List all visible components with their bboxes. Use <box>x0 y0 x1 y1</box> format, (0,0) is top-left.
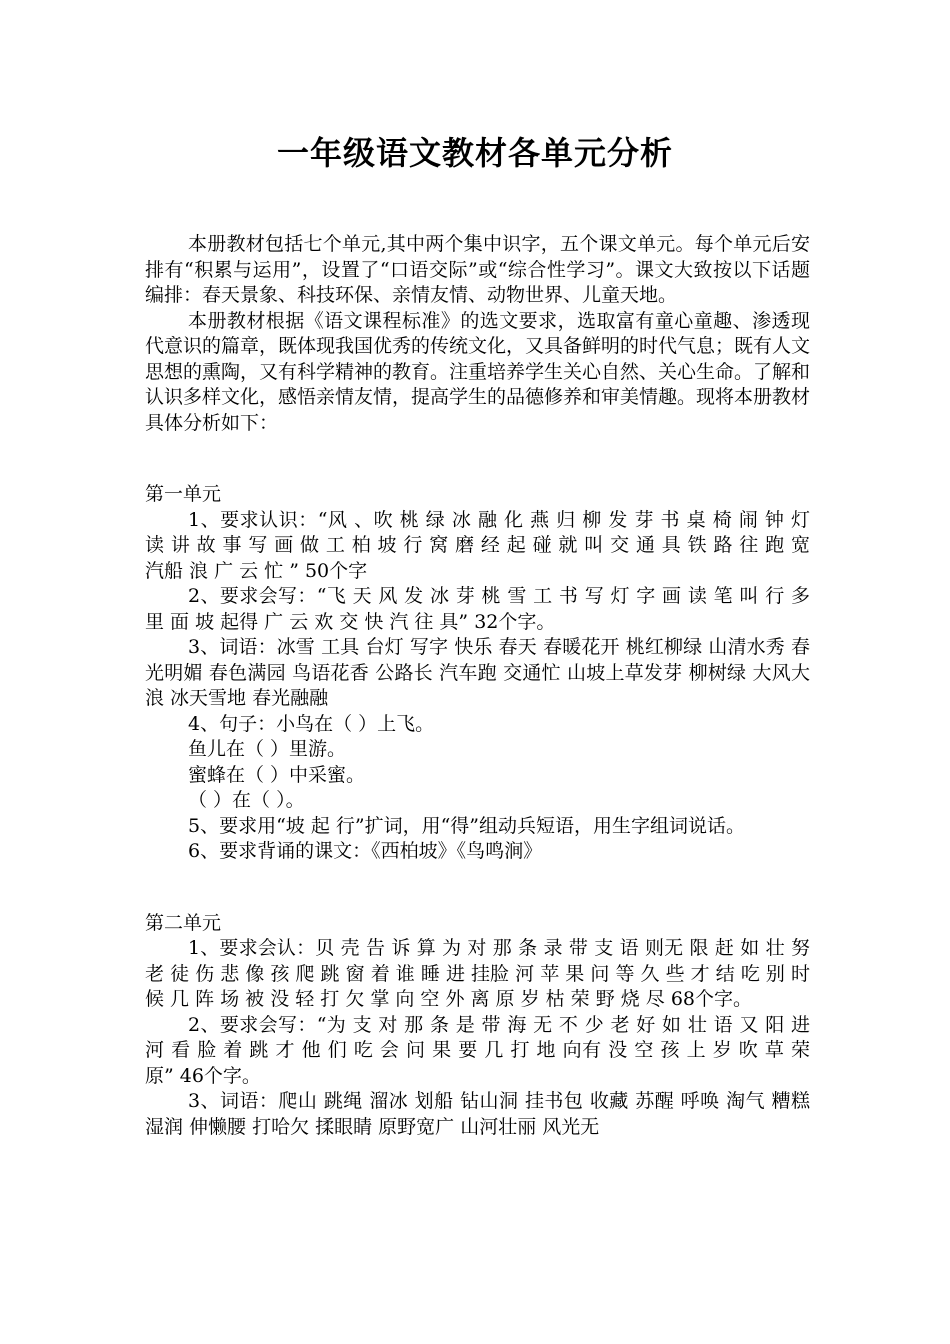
document-body <box>145 232 810 1140</box>
unit2-item-2: 2、要求会写：“为 支 对 那 条 是 带 海 无 不 少 老 好 如 壮 语 又 阳 进 河 看 脸 着 跳 才 他 们 吃 会 问 果 要 几 打 地 向有 没 空 孩 上 岁 吹 草 荣 原” 46个字。 <box>145 1013 810 1087</box>
section-spacer <box>145 436 810 482</box>
unit1-item-2: 2、要求会写：“飞 天 风 发 冰 芽 桃 雪 工 书 写 灯 字 画 读 笔 叫 行 多 里 面 坡 起得 广 云 欢 交 快 汽 往 具” 32个字。 <box>145 585 810 633</box>
unit2-heading: 第二单元 <box>145 911 222 934</box>
unit1-item-5: 5、要求用“坡 起 行”扩词，用“得”组动兵短语，用生字组词说话。 <box>188 814 746 837</box>
unit1-item-1: 1、要求认识：“风 、吹 桃 绿 冰 融 化 燕 归 柳 发 芽 书 桌 椅 闹 钟 灯 读 讲 故 事 写 画 做 工 柏 坡 行 窝 磨 经 起 碰 就 叫 交 通 具 铁 路 往 跑 宽 汽船 浪 广 云 忙 ” 50个字 <box>145 508 810 582</box>
unit2-item-1: 1、要求会认：贝 壳 告 诉 算 为 对 那 条 录 带 支 语 则无 限 赶 如 壮 努 老 徒 伤 悲 像 孩 爬 跳 窗 着 谁 睡 进 挂脸 河 苹 果 问 等 久 些 才 结 吃 别 时 候 几 阵 场 被 没 轻 打 欠 掌 向 空 外 离 原 岁 枯 荣 野 烧 尽 68个字。 <box>145 937 810 1010</box>
intro-paragraph-1: 本册教材包括七个单元,其中两个集中识字，五个课文单元。每个单元后安排有“积累与运用”，设置了“口语交际”或“综合性学习”。课文大致按以下话题编排：春天景象、科技环保、亲情友情、动物世界、儿童天地。 <box>145 233 810 306</box>
unit2-item-3: 3、词语：爬山 跳绳 溜冰 划船 钻山洞 挂书包 收藏 苏醒 呼唤 淘气 糟糕 湿润 伸懒腰 打哈欠 揉眼睛 原野宽广 山河壮丽 风光无 <box>145 1090 810 1138</box>
unit1-sentence-2: 蜜蜂在（ ）中采蜜。 <box>188 763 366 786</box>
unit1-item-6: 6、要求背诵的课文：《西柏坡》《鸟鸣涧》 <box>188 840 543 862</box>
unit1-sentence-3: （ ）在（ ）。 <box>188 789 305 811</box>
intro-paragraph-2: 本册教材根据《语文课程标准》的选文要求，选取富有童心童趣、渗透现代意识的篇章，既体现我国优秀的传统文化，又具备鲜明的时代气息；既有人文思想的熏陶，又有科学精神的教育。注重培养学生关心自然、关心生命。了解和认识多样文化，感悟亲情友情，提高学生的品德修养和审美情趣。现将本册教材具体分析如下： <box>145 309 811 434</box>
unit1-heading: 第一单元 <box>145 483 222 505</box>
unit1-sentence-1: 鱼儿在（ ）里游。 <box>188 738 347 760</box>
page-title: 一年级语文教材各单元分析 <box>276 134 673 172</box>
section-spacer <box>145 865 810 911</box>
unit1-item-4: 4、句子：小鸟在（ ）上飞。 <box>188 712 435 735</box>
unit1-item-3: 3、词语：冰雪 工具 台灯 写字 快乐 春天 春暖花开 桃红柳绿 山清水秀 春光明媚 春色满园 鸟语花香 公路长 汽车跑 交通忙 山坡上草发芽 柳树绿 大风大浪 冰天雪地 春光融融 <box>145 636 810 709</box>
